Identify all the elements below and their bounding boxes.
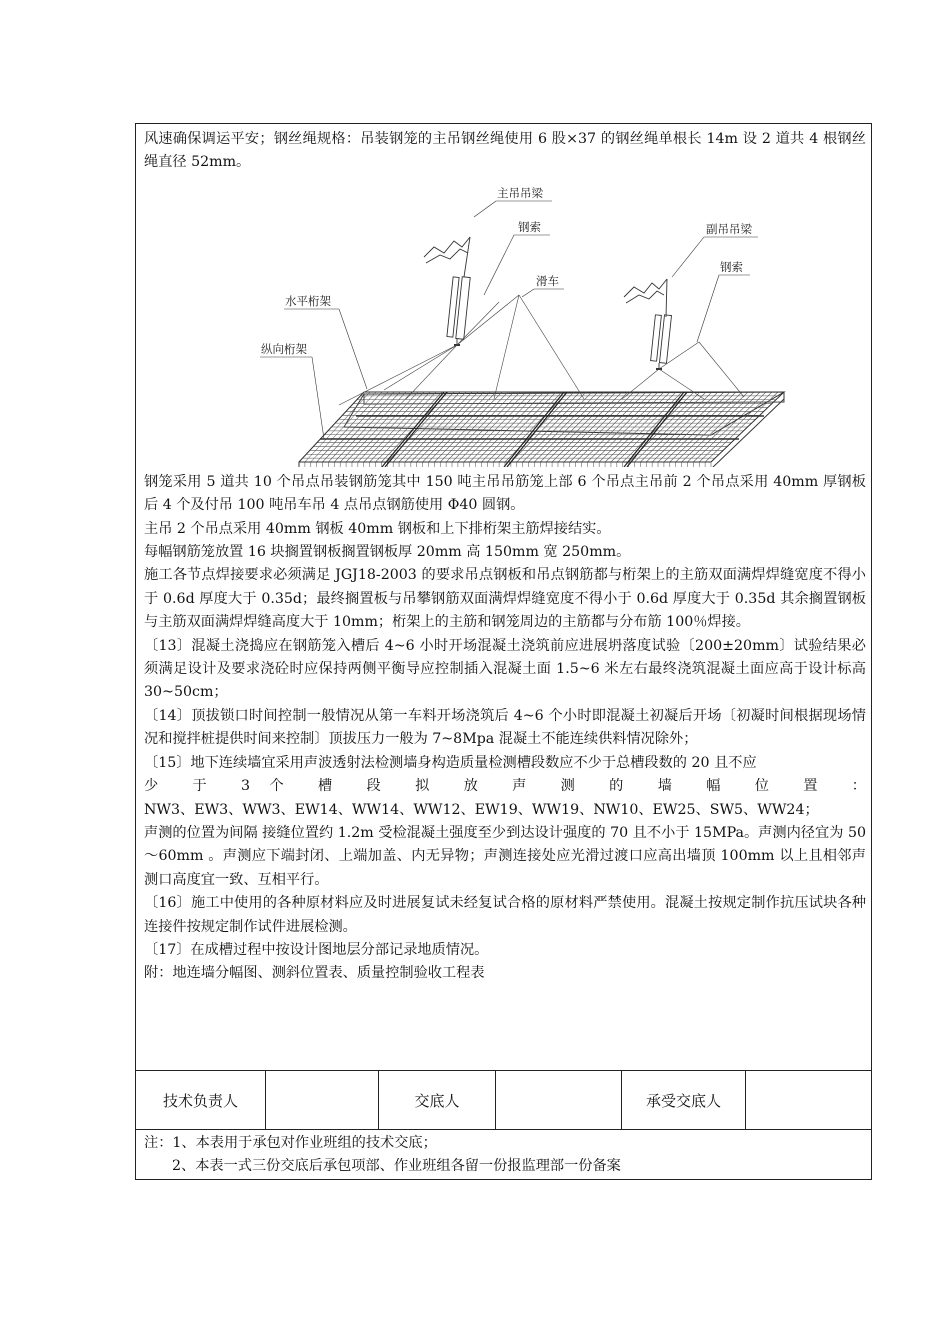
paragraph-lifting-points: 钢笼采用 5 道共 10 个吊点吊装钢筋笼其中 150 吨主吊吊筋笼上部 6 个吊点主吊前 2 个吊点采用 40mm 厚钢板后 4 个及付吊 100 吨吊车吊 4 点吊点钢筋使用 Φ40 圆钢。 [144,473,866,514]
paragraph-welding: 施工各节点焊接要求必须满足 JGJ18-2003 的要求吊点钢板和吊点钢筋都与桁架上的主筋双面满焊焊缝宽度不得小于 0.6d 厚度大于 0.35d；最终搁置板与吊攀钢筋双面满焊焊缝宽度不得小于 0.6d 厚度大于 0.35d 其余搁置钢板与主筋双面满焊焊缝高度大于 10mm；桁架上的主筋和钢笼周边的主筋都与分布筋 100％焊接。 [144,567,866,631]
handover-label: 交底人 [379,1071,496,1129]
paragraph-item-15-b: 少 于 3 个 槽 段 拟 放 声 测 的 墙 幅 位 置 ： [144,778,866,795]
note-2: 2、本表一式三份交底后承包项部、作业班组各留一份报监理部一份备案 [172,1158,621,1174]
label-cable-2: 钢索 [720,259,743,274]
document-body [144,128,866,986]
label-pulley: 滑车 [536,273,559,288]
document-frame [135,123,872,1180]
paragraph-item-16: 〔16〕施工中使用的各种原材料应及时进展复试未经复试合格的原材料严禁使用。混凝土按规定制作抗压试块各种连接件按规定制作试件进展检测。 [144,895,866,935]
label-main-beam: 主吊吊梁 [497,185,543,200]
label-horizontal-truss: 水平桁架 [285,293,331,308]
label-longitudinal-truss: 纵向桁架 [261,341,307,356]
lifting-diagram [144,177,866,467]
receiver-signature[interactable] [746,1071,871,1129]
paragraph-item-15-c: NW3、EW3、WW3、EW14、WW14、WW12、EW19、WW19、NW10、EW25、SW5、WW24； [144,801,819,818]
notes [144,1132,864,1178]
paragraph-wire-rope: 风速确保调运平安；钢丝绳规格：吊装钢笼的主吊钢丝绳使用 6 股×37 的钢丝绳单根长 14m 设 2 道共 4 根钢丝绳直径 52mm。 [144,131,866,171]
lifting-cables [339,295,744,405]
aux-crane [624,279,671,369]
paragraph-item-13: 〔13〕混凝土浇捣应在钢筋笼入槽后 4~6 小时开场混凝土浇筑前应进展坍落度试验〔200±20mm〕试验结果必须满足设计及要求浇砼时应保持两侧平衡导应控制插入混凝土面 1.5~6 米左右最终浇筑混凝土面应高于设计标高 30~50cm； [144,637,866,701]
lifting-diagram-svg [144,177,866,467]
paragraph-item-14: 〔14〕顶拔锁口时间控制一般情况从第一车料开场浇筑后 4~6 个小时即混凝土初凝后开场〔初凝时间根据现场情况和搅拌桩提供时间来控制〕顶拔压力一般为 7~8Mpa 混凝土不能连续供料情况除外； [144,707,866,748]
tech-lead-label: 技术负责人 [136,1071,266,1129]
label-aux-beam: 副吊吊梁 [706,221,752,236]
handover-signature[interactable] [496,1071,622,1129]
paragraph-item-17: 〔17〕在成槽过程中按设计图地层分部记录地质情况。 [144,941,489,958]
paragraph-item-15-a: 〔15〕地下连续墙宜采用声波透射法检测墙身构造质量检测槽段数应不少于总槽段数的 20 且不应 [144,754,757,771]
steel-cage-grid [299,392,784,467]
paragraph-main-lift: 主吊 2 个吊点采用 40mm 钢板 40mm 钢板和上下排桁架主筋焊接结实。 [144,520,611,537]
label-cable-1: 钢索 [518,219,541,234]
main-crane [424,237,470,345]
signature-row [136,1070,871,1130]
receiver-label: 承受交底人 [622,1071,746,1129]
paragraph-rest-plates: 每幅钢筋笼放置 16 块搁置钢板搁置钢板厚 20mm 高 150mm 宽 250mm。 [144,544,631,561]
note-1: 注：1、本表用于承包对作业班组的技术交底； [144,1135,437,1151]
tech-lead-signature[interactable] [266,1071,379,1129]
paragraph-attachments: 附：地连墙分幅图、测斜位置表、质量控制验收工程表 [144,965,485,982]
paragraph-item-15-d: 声测的位置为间隔 接缝位置约 1.2m 受检混凝土强度至少到达设计强度的 70 且不小于 15MPa。声测内径宜为 50～60mm 。声测应下端封闭、上端加盖、内无异物；声测连接处应光滑过渡口应高出墙顶 100mm 以上且相邻声测口高度宜一致、互相平行。 [144,824,866,888]
